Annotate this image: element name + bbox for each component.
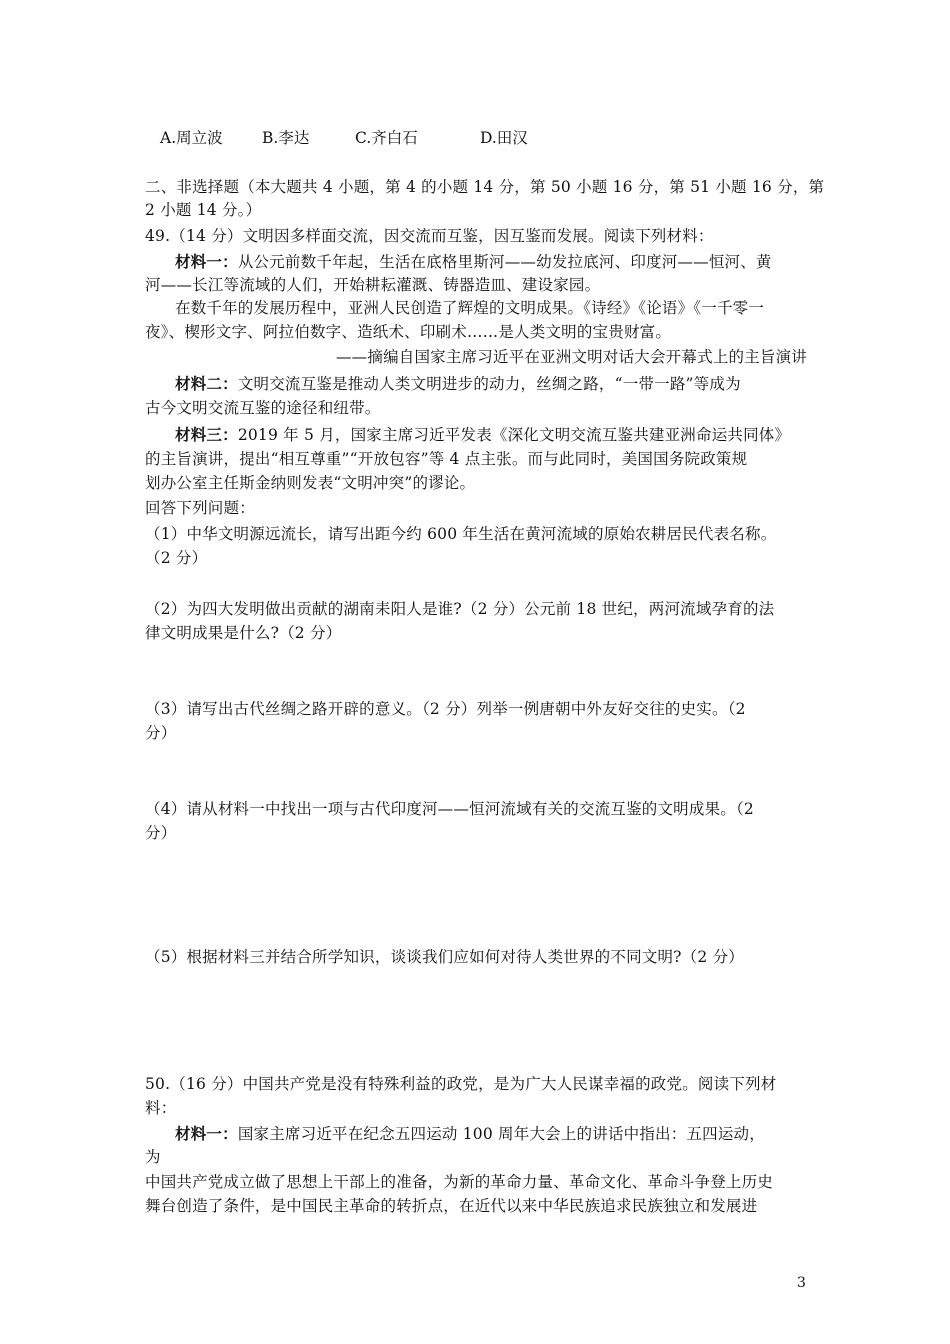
q49-material1-line: 河——长江等流域的人们，开始耕耘灌溉、铸器造皿、建设家园。	[145, 276, 601, 294]
q49-part5: （5）根据材料三并结合所学知识，谈谈我们应如何对待人类世界的不同文明?（2 分）	[145, 948, 744, 966]
material-text: 国家主席习近平在纪念五四运动 100 周年大会上的讲话中指出：五四运动，	[237, 1125, 765, 1143]
material-label: 材料一：	[175, 253, 238, 271]
q49-material1-line	[175, 251, 815, 273]
q49-part4: （4）请从材料一中找出一项与古代印度河——恒河流域有关的交流互鉴的文明成果。（2	[145, 800, 754, 818]
q49-part1: （1）中华文明源远流长，请写出距今约 600 年生活在黄河流域的原始农耕居民代表名称。	[145, 525, 777, 543]
material-text: 2019 年 5 月，国家主席习近平发表《深化文明交流互鉴共建亚洲命运共同体》	[237, 426, 791, 444]
material-text: 从公元前数千年起，生活在底格里斯河——幼发拉底河、印度河——恒河、黄	[237, 253, 772, 271]
q49-material1-line: 夜》、楔形文字、阿拉伯数字、造纸术、印刷术……是人类文明的宝贵财富。	[145, 323, 672, 341]
q49-material2-line	[175, 373, 815, 395]
q49-part2: （2）为四大发明做出贡献的湖南耒阳人是谁?（2 分）公元前 18 世纪，两河流域孕育的法	[145, 600, 775, 618]
q49-material3-line	[175, 424, 815, 446]
material-label: 材料二：	[175, 375, 238, 393]
q49-part4-cont: 分）	[145, 824, 177, 842]
q50-material1-line: 中国共产党成立做了思想上干部上的准备，为新的革命力量、革命文化、革命斗争登上历史	[145, 1173, 774, 1191]
q49-material1-source: ——摘编自国家主席习近平在亚洲文明对话大会开幕式上的主旨演讲	[335, 348, 807, 366]
page-number: 3	[797, 1275, 806, 1291]
section-heading: 二、非选择题（本大题共 4 小题，第 4 的小题 14 分，第 50 小题 16 分，第 51 小题 16 分，第	[145, 178, 825, 196]
q50-material1-line: 舞台创造了条件，是中国民主革命的转折点，在近代以来中华民族追求民族独立和发展进	[145, 1197, 758, 1215]
q49-part2-cont: 律文明成果是什么?（2 分）	[145, 624, 342, 642]
q50-material1-line	[175, 1123, 815, 1145]
q49-material1-line: 在数千年的发展历程中，亚洲人民创造了辉煌的文明成果。《诗经》《论语》《一千零一	[175, 299, 765, 317]
option-c: C.齐白石	[355, 129, 418, 147]
q50-stem: 50.（16 分）中国共产党是没有特殊利益的政党，是为广大人民谋幸福的政党。阅读下列材	[145, 1075, 777, 1093]
q49-stem: 49.（14 分）文明因多样面交流，因交流而互鉴，因互鉴而发展。阅读下列材料：	[145, 227, 714, 245]
material-text: 文明交流互鉴是推动人类文明进步的动力，丝绸之路，“一带一路”等成为	[237, 375, 741, 393]
q50-stem-cont: 料：	[145, 1099, 177, 1117]
q49-part3: （3）请写出古代丝绸之路开辟的意义。（2 分）列举一例唐朝中外友好交往的史实。（2	[145, 700, 746, 718]
q49-material3-line: 划办公室主任斯金纳则发表“文明冲突”的谬论。	[145, 474, 476, 492]
section-heading-cont: 2 小题 14 分。）	[145, 201, 262, 219]
material-label: 材料一：	[175, 1125, 238, 1143]
q49-answer-prompt: 回答下列问题：	[145, 499, 255, 517]
q50-material1-line: 为	[145, 1148, 161, 1166]
option-b: B.李达	[262, 129, 310, 147]
material-label: 材料三：	[175, 426, 238, 444]
q49-material2-line: 古今文明交流互鉴的途径和纽带。	[145, 399, 381, 417]
q49-material3-line: 的主旨演讲，提出“相互尊重”“开放包容”等 4 点主张。而与此同时，美国国务院政策规	[145, 450, 748, 468]
q49-part1-cont: （2 分）	[145, 549, 208, 567]
q49-part3-cont: 分）	[145, 724, 177, 742]
option-d: D.田汉	[480, 129, 528, 147]
option-a: A.周立波	[160, 129, 223, 147]
